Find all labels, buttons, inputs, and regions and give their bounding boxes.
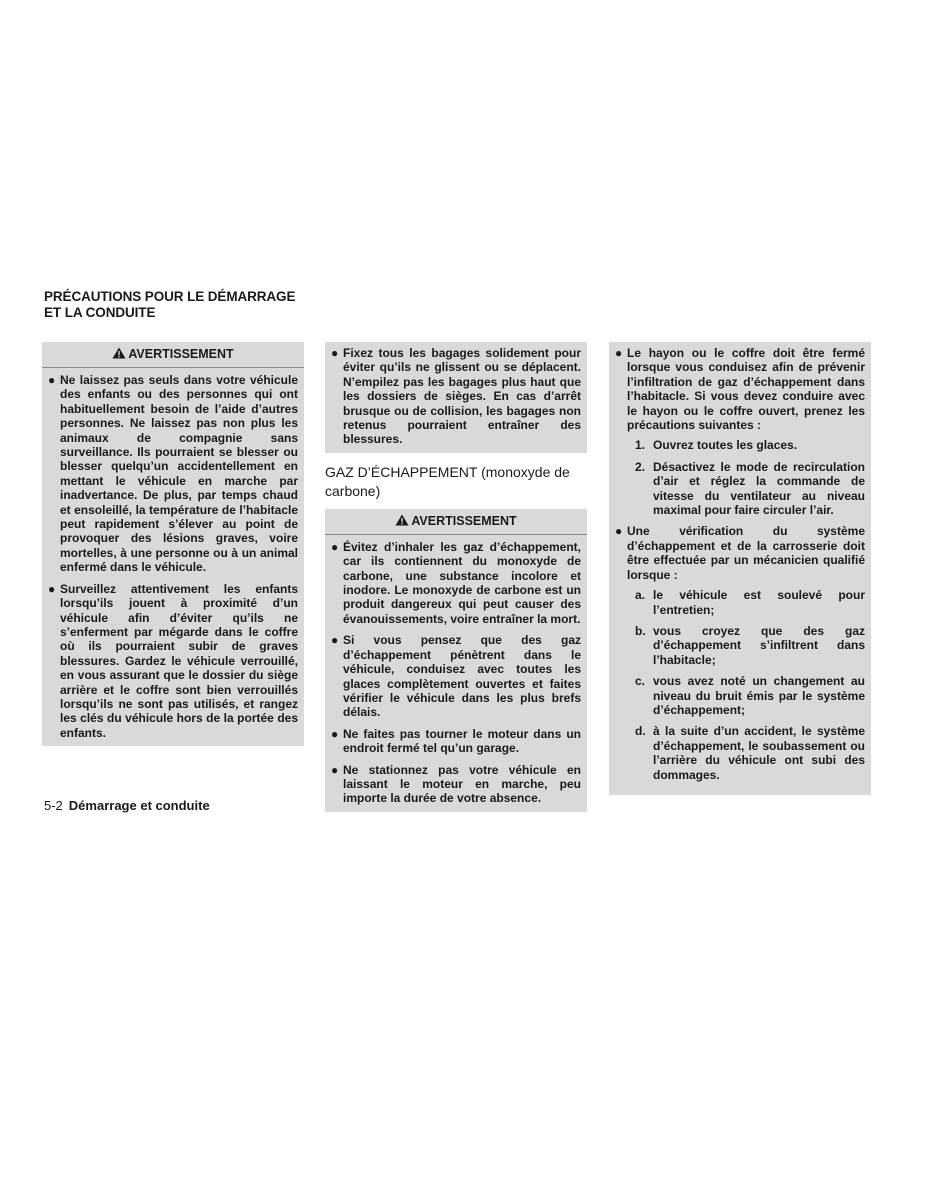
warning-header xyxy=(42,346,304,368)
chapter-title: Démarrage et conduite xyxy=(68,798,210,813)
list-item: ● Si vous pensez que des gaz d’échappement pénètrent dans le véhicule, conduisez avec toutes les glaces complètement ouvertes et faites vérifier le véhicule dans les plus brefs délais. xyxy=(331,633,581,720)
condition-item: a. le véhicule est soulevé pour l’entretien; xyxy=(635,588,865,617)
bullet-icon: ● xyxy=(615,524,623,539)
warning-box-children xyxy=(42,342,304,746)
warning-list xyxy=(331,540,581,806)
numbered-steps xyxy=(627,438,865,517)
step-item: 1. Ouvrez toutes les glaces. xyxy=(635,438,798,453)
list-item: ● Évitez d’inhaler les gaz d’échappement, car ils contiennent du monoxyde de carbone, une substance incolore et inodore. Le monoxyde de carbone est un produit dangereux qui peut causer des évanouissements, voire entraîner la mort. xyxy=(331,539,581,626)
list-item: ● Ne laissez pas seuls dans votre véhicule des enfants ou des personnes qui ont habituellement besoin de l’aide d’autres personnes. Ne laissez pas non plus les animaux de compagnie sans surveillance. Ils pourraient se blesser ou blesser quelqu’un accidentellement en mettant le véhicule en marche par inadvertance. De plus, par temps chaud et ensoleillé, la température de l’habitacle peut rapidement s’élever au point de provoquer des lésions graves, voire mortelles, à une personne ou à un animal enfermé dans le véhicule. xyxy=(48,373,298,575)
list-item: ● Ne faites pas tourner le moteur dans un endroit fermé tel qu’un garage. xyxy=(331,726,581,756)
page-footer xyxy=(44,798,210,814)
list-item: ● Une vérification du système d’échappement et de la carrosserie doit être effectuée par un mécanicien qualifié lorsque : a. le véhicule est soulevé pour l’entretien; b. vous croyez que des gaz d’échappement s’infiltrent dans l’habitacle; c. vous avez noté un changement au niveau du bruit émis par le système d’échappement; d. à la suite d’un accident, le système d’échappement, le soubassement ou l’arrière du véhicule ont subi des dommages. xyxy=(615,524,865,782)
list-item: ● Surveillez attentivement les enfants lorsqu’ils jouent à proximité d’un véhicule afin d’éviter qu’ils ne s’enferment par mégarde dans le coffre où ils pourraient subir de graves blessures. Gardez le véhicule verrouillé, en vous assurant que le dossier du siège arrière et le coffre sont bien verrouillés lorsqu’ils ne sont pas utilisés, et rangez les clés du véhicule hors de la portée des enfants. xyxy=(48,581,298,740)
warning-list xyxy=(331,346,581,447)
warning-box-exhaust-continued xyxy=(609,342,871,795)
bullet-icon: ● xyxy=(331,762,339,777)
bullet-icon: ● xyxy=(331,726,339,741)
warning-triangle-icon xyxy=(395,514,409,526)
column-2 xyxy=(325,342,587,812)
warning-list xyxy=(48,373,298,740)
condition-item: d. à la suite d’un accident, le système d’échappement, le soubassement ou l’arrière du véhicule ont subi des dommages. xyxy=(635,724,865,782)
warning-triangle-icon xyxy=(112,347,126,359)
bullet-icon: ● xyxy=(331,346,339,360)
bullet-icon: ● xyxy=(615,346,623,360)
bullet-icon: ● xyxy=(48,373,56,387)
condition-item: c. vous avez noté un changement au niveau du bruit émis par le système d’échappement; xyxy=(635,674,865,717)
warning-label: AVERTISSEMENT xyxy=(128,347,234,361)
list-item: ● Ne stationnez pas votre véhicule en laissant le moteur en marche, peu importe la durée de votre absence. xyxy=(331,762,581,806)
warning-box-exhaust xyxy=(325,509,587,812)
bullet-icon: ● xyxy=(48,581,56,596)
column-3 xyxy=(609,342,871,795)
list-item: ● Le hayon ou le coffre doit être fermé lorsque vous conduisez afin de prévenir l’infiltration de gaz d’échappement dans l’habitacle. Si vous devez conduire avec le hayon ou le coffre ouvert, prenez les précautions suivantes : 1. Ouvrez toutes les glaces. 2. Désactivez le mode de recirculation d’air et réglez la commande de vitesse du ventilateur au niveau maximal pour faire circuler l’air. xyxy=(615,346,865,518)
list-item: ● Fixez tous les bagages solidement pour éviter qu’ils ne glissent ou se déplacent. N’empilez pas les bagages plus haut que les dossiers de sièges. En cas d’arrêt brusque ou de collision, les bagages non retenus pourraient entraîner des blessures. xyxy=(331,346,581,447)
warning-label: AVERTISSEMENT xyxy=(411,513,517,528)
subheading-exhaust-gas: GAZ D’ÉCHAPPEMENT (monoxyde de carbone) xyxy=(325,463,570,499)
bullet-icon: ● xyxy=(331,539,339,554)
section-title: PRÉCAUTIONS POUR LE DÉMARRAGE ET LA CONDUITE xyxy=(44,289,296,320)
column-1 xyxy=(42,342,304,746)
warning-list xyxy=(615,346,865,782)
condition-item: b. vous croyez que des gaz d’échappement s’infiltrent dans l’habitacle; xyxy=(635,623,865,667)
bullet-icon: ● xyxy=(331,633,339,648)
step-item: 2. Désactivez le mode de recirculation d’air et réglez la commande de vitesse du ventilateur au niveau maximal pour faire circuler l’air. xyxy=(635,459,865,518)
condition-list xyxy=(627,588,865,782)
page-number: 5-2 xyxy=(44,798,63,813)
warning-header xyxy=(325,513,587,535)
warning-box-luggage-continued xyxy=(325,342,587,453)
